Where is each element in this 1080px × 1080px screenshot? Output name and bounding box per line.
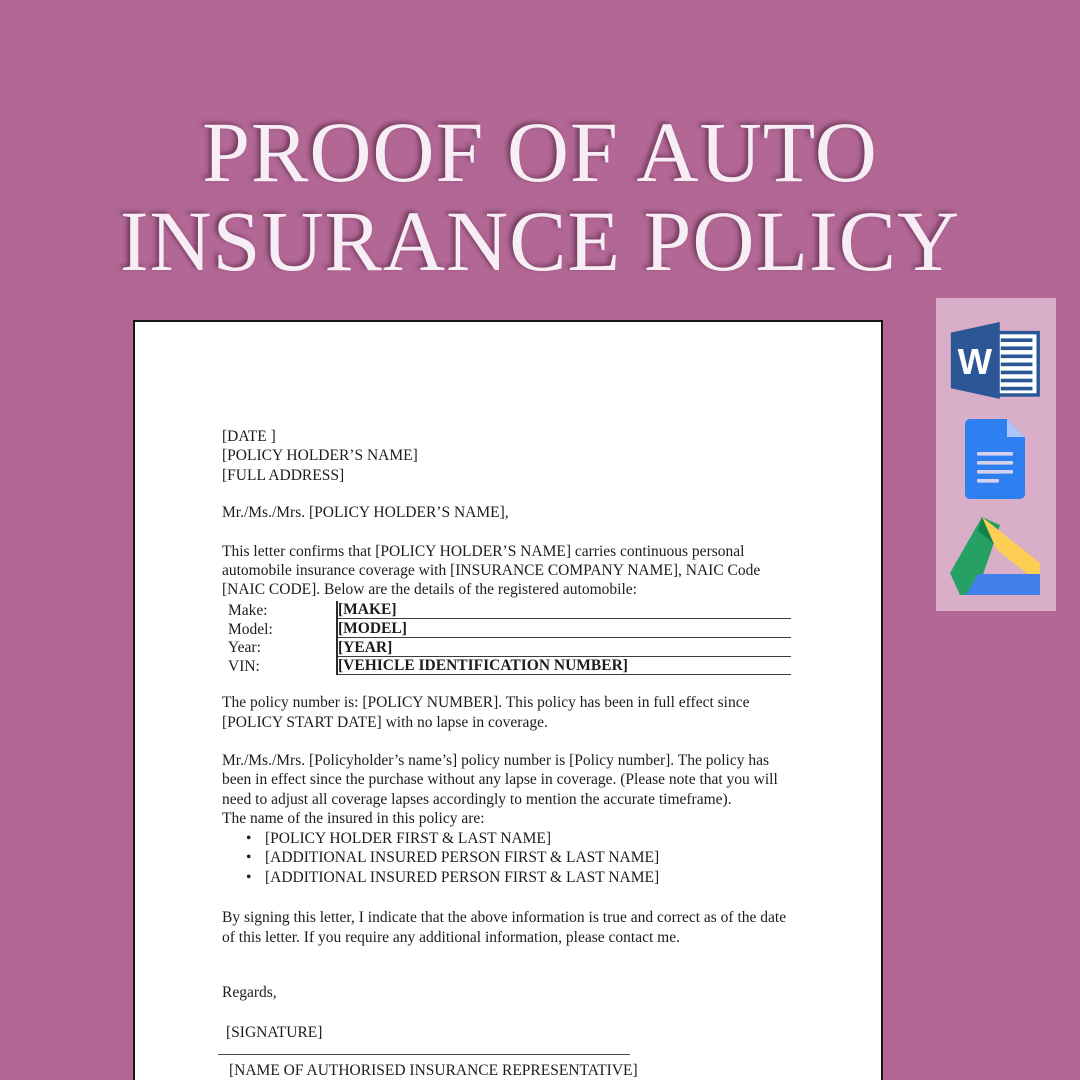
list-item: • [ADDITIONAL INSURED PERSON FIRST & LAST NAME] bbox=[265, 848, 794, 868]
vehicle-details-table bbox=[228, 601, 791, 675]
vehicle-year-label: Year: bbox=[228, 639, 261, 657]
paragraph-policy-effect: Mr./Ms./Mrs. [Policyholder’s name’s] policy number is [Policy number]. The policy has been in effect since the purchase without any lapse in coverage. (Please note that you will need to adjust all coverage lapses accordingly to mention the accurate timeframe). bbox=[222, 752, 782, 808]
list-item: • [ADDITIONAL INSURED PERSON FIRST & LAST NAME] bbox=[265, 868, 794, 888]
letter-body bbox=[222, 427, 794, 1080]
google-drive-icon bbox=[948, 517, 1040, 596]
table-row bbox=[228, 638, 791, 657]
table-row bbox=[228, 619, 791, 638]
hero-title bbox=[0, 104, 1080, 289]
hero-title-line1: PROOF OF AUTO bbox=[202, 104, 878, 200]
table-row bbox=[228, 601, 791, 619]
word-icon bbox=[947, 318, 1043, 400]
paragraph-confirmation: This letter confirms that [POLICY HOLDER’S NAME] carries continuous personal automobile insurance coverage with [INSURANCE COMPANY NAME], NAIC Code [NAIC CODE]. Below are the details of the registered automobile: bbox=[222, 542, 765, 599]
google-docs-icon bbox=[965, 419, 1025, 499]
hero-title-line2: INSURANCE POLICY bbox=[119, 193, 961, 289]
insured-intro: The name of the insured in this policy are: bbox=[222, 810, 485, 828]
representative-name-placeholder: [NAME OF AUTHORISED INSURANCE REPRESENTATIVE] bbox=[229, 1062, 638, 1080]
list-item: • [POLICY HOLDER FIRST & LAST NAME] bbox=[265, 829, 794, 849]
vehicle-vin-value: [VEHICLE IDENTIFICATION NUMBER] bbox=[337, 656, 791, 675]
salutation: Mr./Ms./Mrs. [POLICY HOLDER’S NAME], bbox=[222, 504, 509, 522]
word-icon-letter: W bbox=[957, 340, 993, 382]
vehicle-make-label: Make: bbox=[228, 601, 268, 619]
vehicle-make-value: [MAKE] bbox=[337, 601, 791, 619]
signature-placeholder: [SIGNATURE] bbox=[226, 1023, 323, 1041]
holder-name-placeholder: [POLICY HOLDER’S NAME] bbox=[222, 447, 418, 465]
paragraph-signoff: By signing this letter, I indicate that the above information is true and correct as of the date of this letter. If you require any additional information, please contact me. bbox=[222, 909, 790, 946]
paragraph-policy-number: The policy number is: [POLICY NUMBER]. This policy has been in full effect since [POLICY START DATE] with no lapse in coverage. bbox=[222, 694, 754, 731]
vehicle-model-label: Model: bbox=[228, 620, 273, 638]
insured-names-list bbox=[222, 829, 794, 888]
regards-line: Regards, bbox=[222, 984, 277, 1002]
date-placeholder: [DATE ] bbox=[222, 428, 276, 445]
table-row bbox=[228, 656, 791, 675]
vehicle-year-value: [YEAR] bbox=[337, 638, 791, 657]
signature-rule bbox=[218, 1054, 630, 1055]
file-format-panel bbox=[936, 298, 1056, 611]
vehicle-model-value: [MODEL] bbox=[337, 619, 791, 638]
address-placeholder: [FULL ADDRESS] bbox=[222, 466, 345, 484]
letter-page bbox=[133, 320, 883, 1080]
vehicle-vin-label: VIN: bbox=[228, 657, 260, 675]
